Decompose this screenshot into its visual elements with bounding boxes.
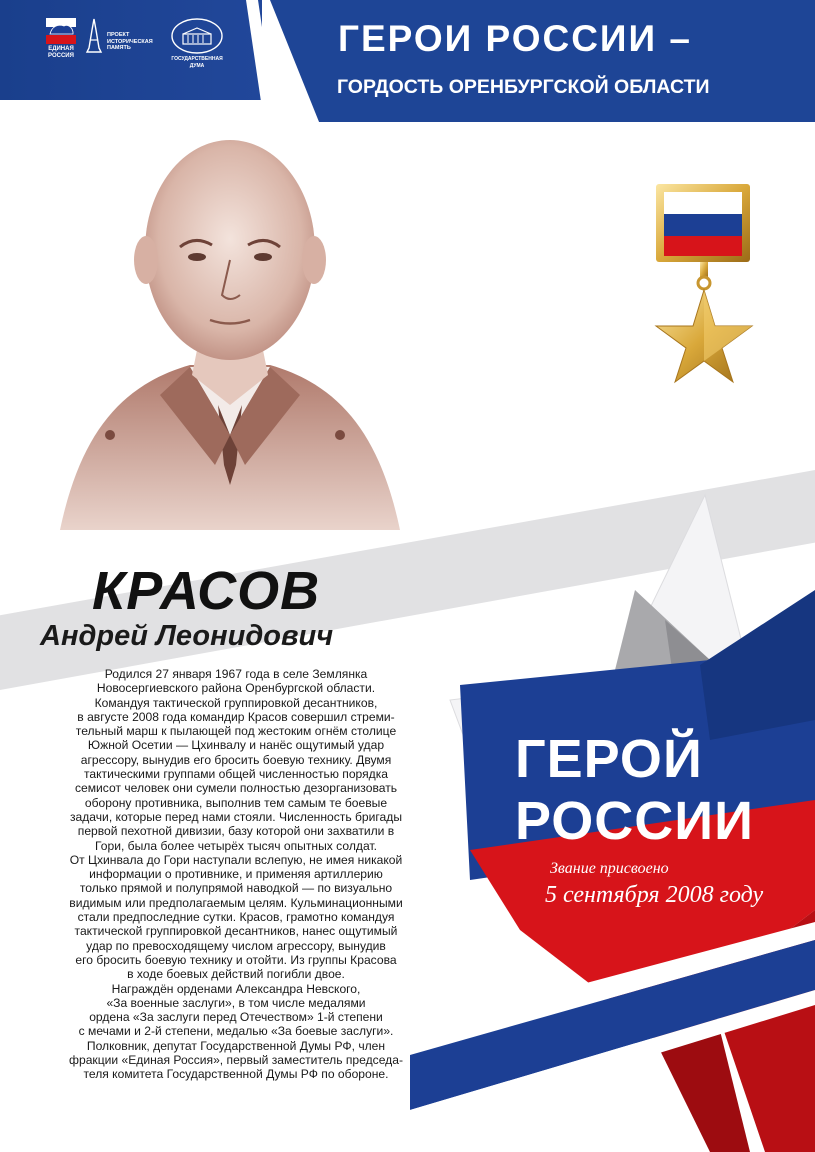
bio-line: удар по превосходящему числом агрессору, вынудив <box>86 938 386 953</box>
hero-given-names: Андрей Леонидович <box>40 620 334 652</box>
bio-line: только прямой и полупрямой наводкой — по визуально <box>79 881 393 896</box>
logo-state-duma <box>170 18 224 82</box>
bio-line: в августе 2008 года командир Красов совершил стреми- <box>77 709 395 724</box>
bio-line: «За военные заслуги», в том числе медалями <box>106 995 366 1010</box>
bio-line: стали предпоследние сутки. Красов, грамотно командуя <box>77 910 395 925</box>
bio-line: ордена «За заслуги перед Отечеством» 1-й степени <box>89 1010 383 1025</box>
bio-line: тактическими группами общей численностью порядка <box>83 767 389 782</box>
hero-portrait <box>40 135 420 545</box>
page-subtitle: ГОРДОСТЬ ОРЕНБУРГСКОЙ ОБЛАСТИ <box>337 76 710 98</box>
logo-label: ГОСУДАРСТВЕННАЯ ДУМА <box>171 56 223 69</box>
bio-line: Награждён орденами Александра Невского, <box>111 981 361 996</box>
award-label: Звание присвоено <box>550 860 669 877</box>
bio-line: агрессору, вынудив его бросить боевую технику. Двумя <box>80 752 392 767</box>
logo-label: ПРОЕКТ ИСТОРИЧЕСКАЯ ПАМЯТЬ <box>107 32 153 51</box>
bio-line: тактической группировкой десантников, нанес ощутимый <box>74 924 398 939</box>
bio-line: Родился 27 января 1967 года в селе Землянка <box>104 667 368 681</box>
bio-line: Новосергиевского района Оренбургской области. <box>96 681 376 696</box>
logo-label: ЕДИНАЯ РОССИЯ <box>48 46 74 59</box>
bio-line: Гори, была более четырёх тысяч опытных солдат. <box>95 838 377 853</box>
bio-line: видимым или предполагаемым целям. Кульминационными <box>69 895 403 910</box>
duma-building-icon <box>171 18 223 54</box>
logo-edinaya-rossiya <box>44 18 78 82</box>
hero-biography <box>36 667 436 1082</box>
page-title: ГЕРОИ РОССИИ – <box>338 18 692 59</box>
logo-historical-memory <box>84 18 153 82</box>
bio-line: оборону противника, выполнив тем самым те боевые <box>84 795 388 810</box>
bio-line: информации о противнике, и применяя артиллерию <box>89 867 383 882</box>
award-title-line2: РОССИИ <box>515 791 754 851</box>
monument-icon <box>84 18 104 54</box>
bear-icon <box>46 18 76 44</box>
bio-line: его бросить боевую технику и отойти. Из группы Красова <box>75 952 397 967</box>
bio-line: Южной Осетии — Цхинвалу и нанёс ощутимый удар <box>87 738 385 753</box>
award-title-line1: ГЕРОЙ <box>515 729 703 789</box>
bio-line: От Цхинвала до Гори наступали вслепую, не имея никакой <box>69 852 403 867</box>
bio-line: Командуя тактической группировкой десантников, <box>94 695 378 710</box>
hero-surname: КРАСОВ <box>92 561 321 621</box>
gold-star-medal <box>648 180 758 385</box>
bio-line: задачи, которые перед нами стояли. Численность бригады <box>69 809 403 824</box>
bio-line: теля комитета Государственной Думы РФ по обороне. <box>83 1067 389 1082</box>
bio-line: семисот человек они сумели полностью дезорганизовать <box>74 781 398 796</box>
bio-line: с мечами и 2-й степени, медалью «За боевые заслуги». <box>78 1024 394 1039</box>
bio-line: тельный марш к пылающей под жестоким огнём столице <box>75 724 397 739</box>
bio-line: первой пехотной дивизии, базу которой они захватили в <box>77 824 395 839</box>
bio-line: фракции «Единая Россия», первый заместитель председа- <box>69 1053 403 1068</box>
award-date: 5 сентября 2008 году <box>545 882 764 908</box>
bio-line: Полковник, депутат Государственной Думы РФ, член <box>86 1038 386 1053</box>
bio-line: в ходе боевых действий погибли двое. <box>127 967 345 982</box>
